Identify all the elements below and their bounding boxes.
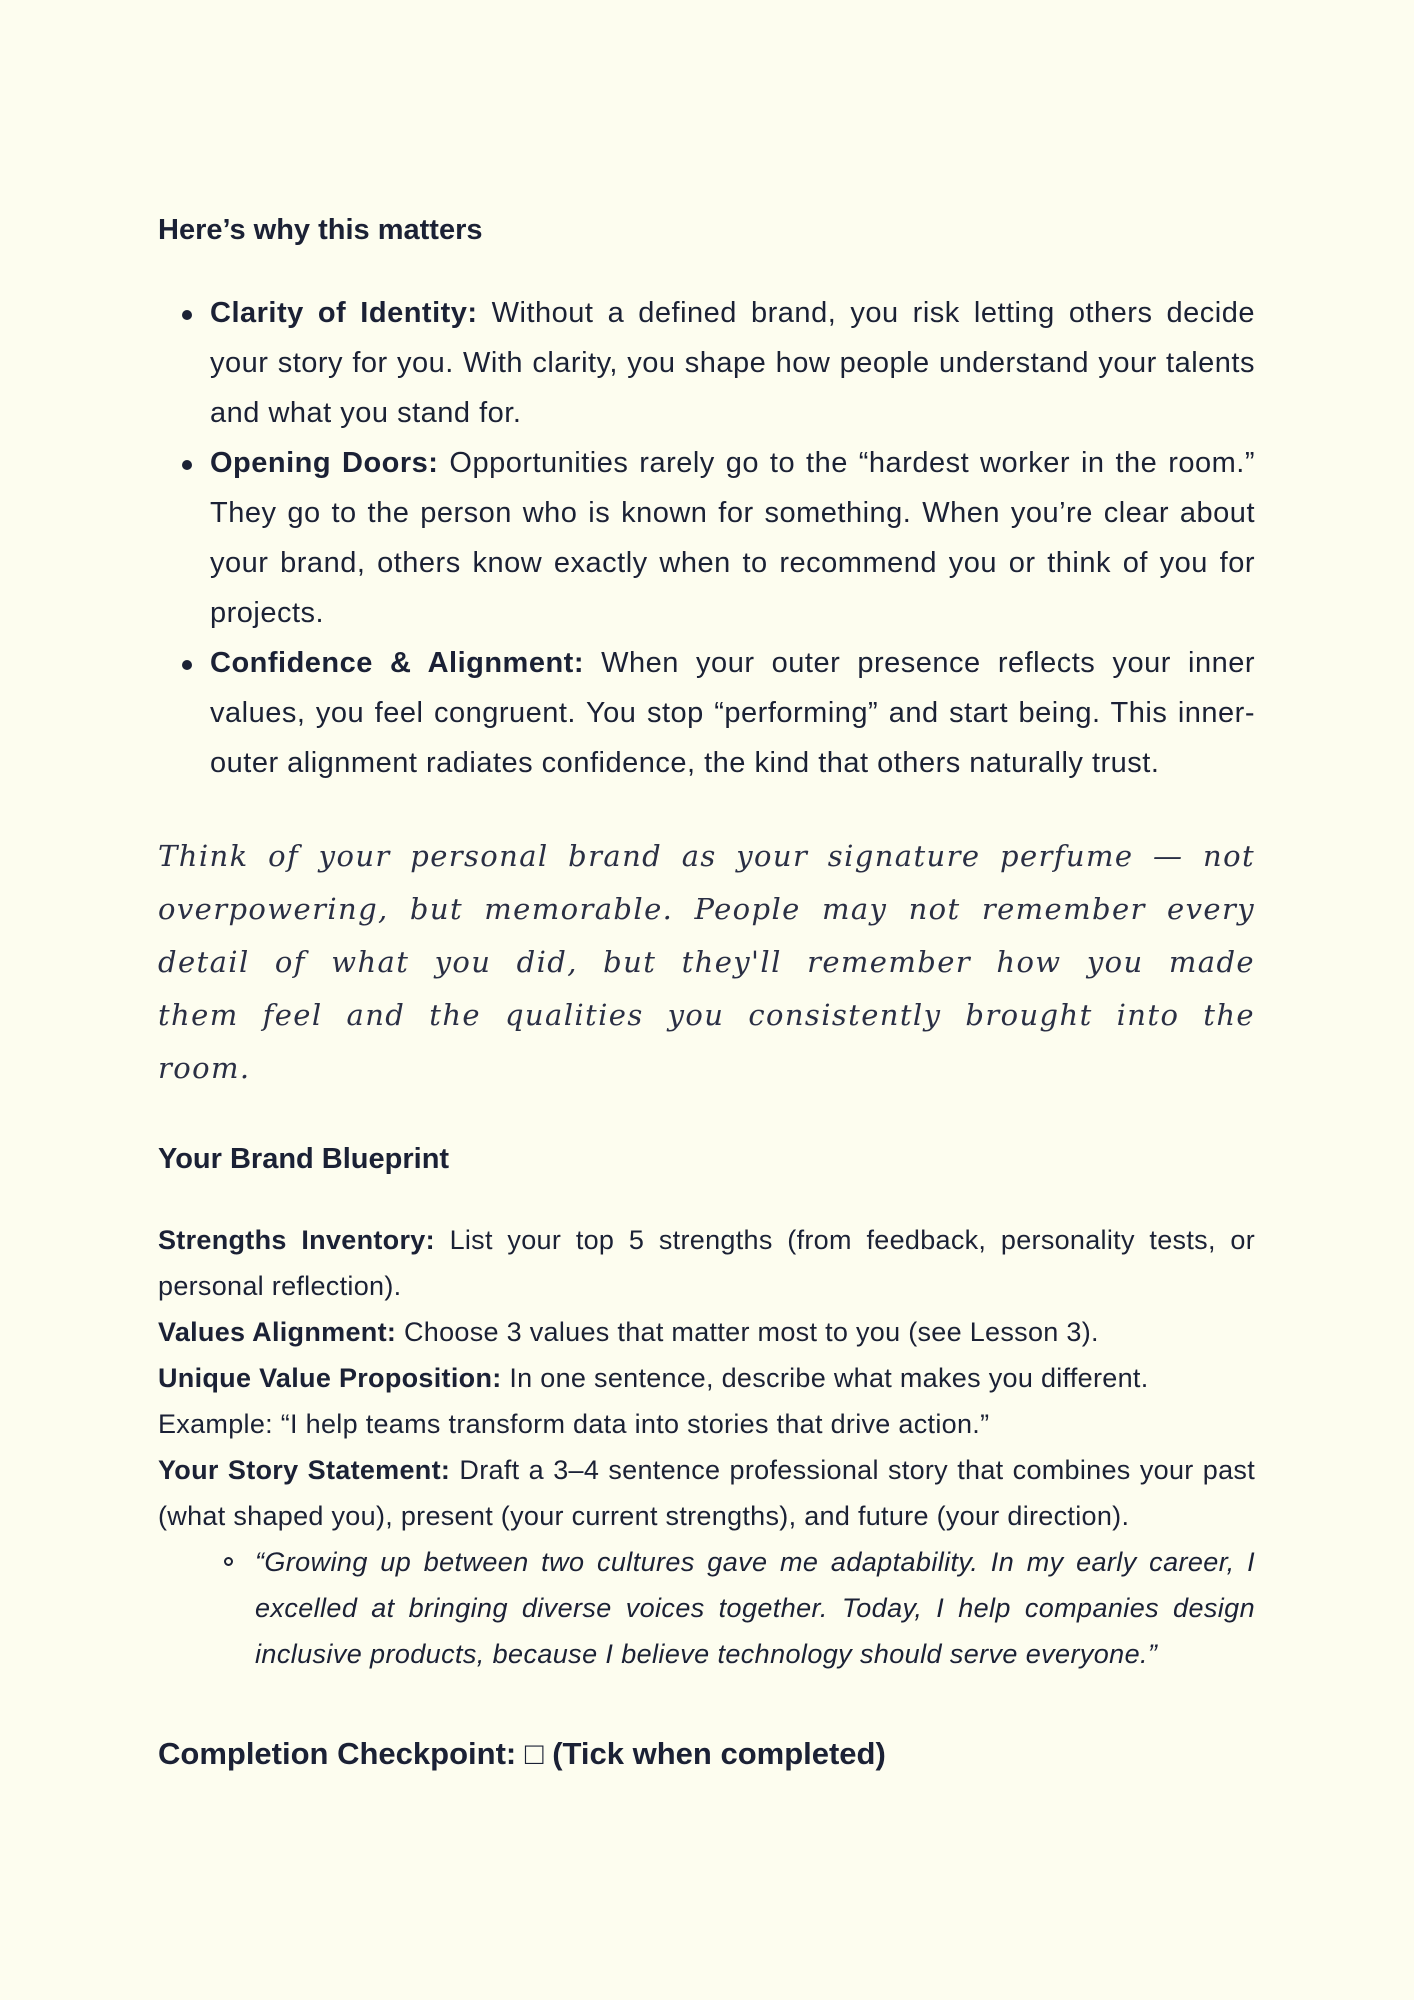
blueprint-term: Values Alignment:: [158, 1317, 397, 1347]
blueprint-text: Draft a 3–4 sentence professional story that combines your past (what shaped you), present (your current strengths), and future (your direction).: [158, 1455, 1256, 1531]
blueprint-text: Choose 3 values that matter most to you (see Lesson 3).: [403, 1317, 1099, 1347]
blueprint-term: Unique Value Proposition:: [158, 1363, 502, 1393]
handwritten-note: Think of your personal brand as your signature perfume — not overpowering, but memorable. People may not remember every detail of what you did, but they'll remember how you made them feel and the qualities you consistently brought into the room.: [158, 839, 1255, 1085]
blueprint-heading: Your Brand Blueprint: [158, 1143, 450, 1175]
blueprint-example: Example: “I help teams transform data into stories that drive action.”: [158, 1409, 990, 1439]
blueprint-term: Your Story Statement:: [158, 1455, 451, 1485]
bullet-clarity-of-identity: [158, 288, 1255, 438]
why-bullet-list: [158, 288, 1255, 788]
blueprint-item-uvp: [158, 1355, 1255, 1447]
bullet-term: Confidence & Alignment:: [210, 647, 584, 679]
completion-checkpoint: [158, 1733, 1255, 1775]
checkpoint-hint: (Tick when completed): [552, 1736, 886, 1771]
blueprint-item-strengths: [158, 1217, 1255, 1309]
bullet-text: When your outer presence reflects your inner values, you feel congruent. You stop “performing” and start being. This inner-outer alignment radiates confidence, the kind that others naturally trust.: [210, 647, 1255, 779]
blueprint-item-story: [158, 1447, 1255, 1539]
story-example-list: [158, 1539, 1255, 1677]
blueprint-item-values: [158, 1309, 1255, 1355]
bullet-term: Clarity of Identity:: [210, 297, 478, 329]
bullet-opening-doors: [158, 438, 1255, 638]
page-content: [158, 210, 1255, 1775]
blueprint-text: In one sentence, describe what makes you different.: [509, 1363, 1149, 1393]
checkpoint-label: Completion Checkpoint:: [158, 1736, 517, 1771]
blueprint-term: Strengths Inventory:: [158, 1225, 435, 1255]
bullet-confidence-alignment: [158, 638, 1255, 788]
blueprint-list: [158, 1217, 1255, 1677]
bullet-text: Opportunities rarely go to the “hardest worker in the room.” They go to the person who is known for something. When you’re clear about your brand, others know exactly when to recommend you or think of you for projects.: [210, 447, 1255, 629]
checkpoint-checkbox[interactable]: □: [524, 1736, 544, 1771]
why-heading: Here’s why this matters: [158, 214, 483, 246]
bullet-text: Without a defined brand, you risk letting others decide your story for you. With clarity, you shape how people understand your talents and what you stand for.: [210, 297, 1255, 429]
bullet-term: Opening Doors:: [210, 447, 439, 479]
blueprint-text: List your top 5 strengths (from feedback, personality tests, or personal reflection).: [158, 1225, 1256, 1301]
story-example-quote: “Growing up between two cultures gave me adaptability. In my early career, I excelled at bringing diverse voices together. Today, I help companies design inclusive products, because I believe technology should serve everyone.”: [158, 1539, 1255, 1677]
